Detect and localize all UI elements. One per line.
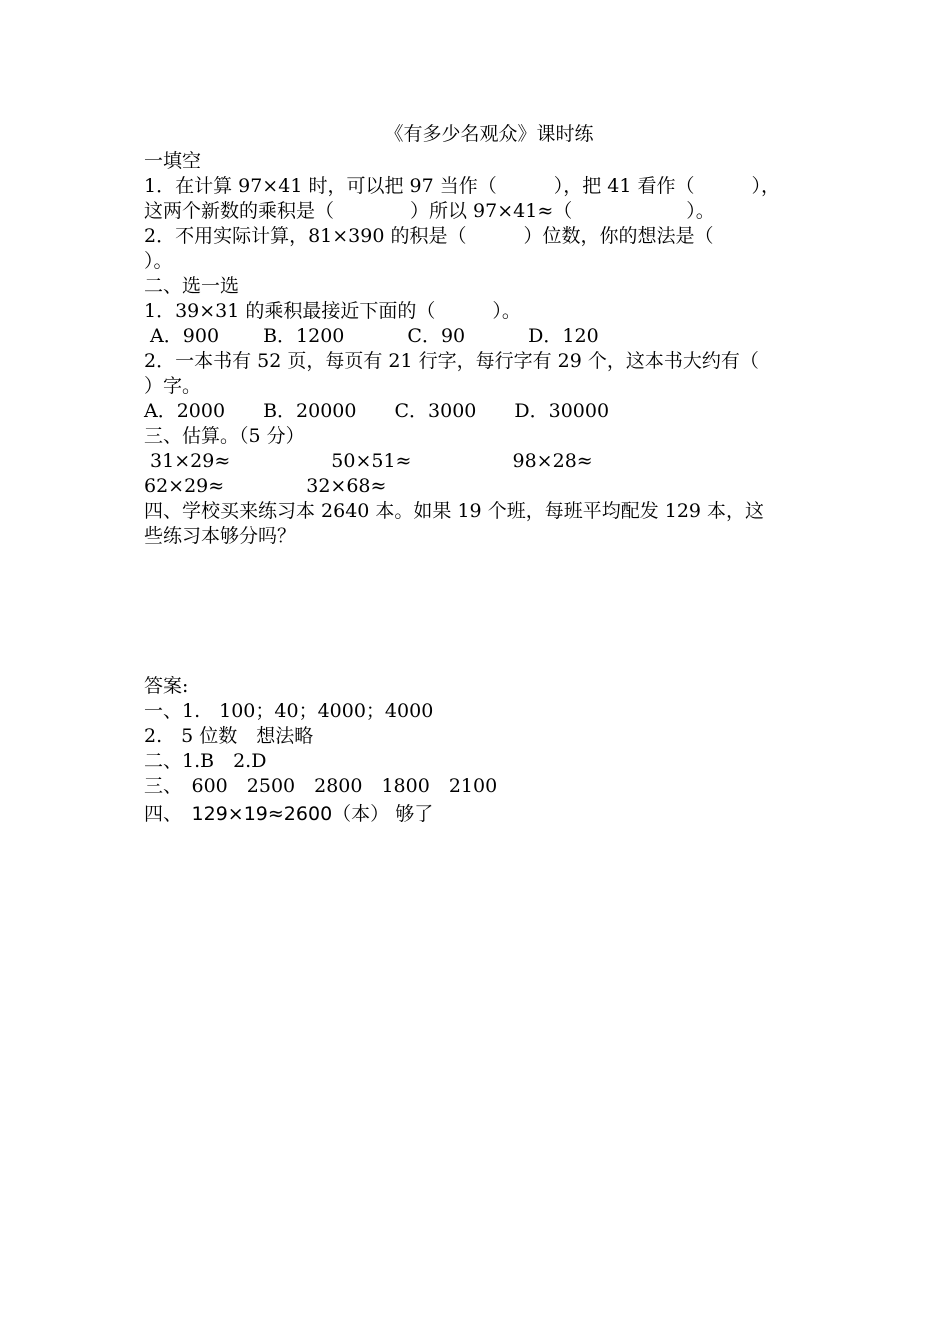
question-1-1-line-1: 1．在计算 97×41 时，可以把 97 当作（ ），把 41 看作（ ），	[144, 175, 780, 197]
estimate-row-2: 62×29≈ 32×68≈	[144, 475, 387, 497]
question-1-1-line-2: 这两个新数的乘积是（ ）所以 97×41≈（ ）。	[144, 200, 715, 222]
question-1-2-line-1: 2．不用实际计算，81×390 的积是（ ）位数，你的想法是（	[144, 225, 714, 247]
answers-heading: 答案:	[144, 675, 189, 697]
section-2-heading: 二、选一选	[144, 275, 240, 297]
answer-space	[144, 549, 814, 674]
question-2-2-line-1: 2．一本书有 52 页，每页有 21 行字，每行字有 29 个，这本书大约有（	[144, 350, 759, 372]
answer-5	[144, 802, 814, 827]
answer-2: 2. 5 位数 想法略	[144, 725, 314, 747]
question-2-1-options: A．900 B．1200 C．90 D．120	[144, 325, 599, 347]
answer-3: 二、1.B 2.D	[144, 750, 267, 772]
estimate-row-1: 31×29≈ 50×51≈ 98×28≈	[144, 450, 593, 472]
section-3-heading: 三、估算。（5 分）	[144, 425, 305, 447]
section-4-line-2: 些练习本够分吗？	[144, 525, 297, 547]
question-2-2-options: A．2000 B．20000 C．3000 D．30000	[144, 400, 610, 422]
section-4-line-1: 四、学校买来练习本 2640 本。如果 19 个班，每班平均配发 129 本，这	[144, 500, 765, 522]
question-1-2-line-2: ）。	[144, 250, 173, 272]
answer-1: 一、1. 100；40；4000；4000	[144, 700, 434, 722]
page-title: 《有多少名观众》课时练	[384, 123, 594, 145]
question-2-1: 1．39×31 的乘积最接近下面的（ ）。	[144, 300, 521, 322]
answer-5-expression: 129×19≈2600	[191, 803, 333, 825]
worksheet-page	[144, 122, 814, 827]
answer-4: 三、 600 2500 2800 1800 2100	[144, 775, 498, 797]
section-1-heading: 一填空	[144, 150, 202, 172]
question-2-2-line-2: ）字。	[144, 375, 202, 397]
answer-5-suffix: （本） 够了	[332, 803, 434, 825]
answer-5-prefix: 四、	[144, 803, 192, 825]
